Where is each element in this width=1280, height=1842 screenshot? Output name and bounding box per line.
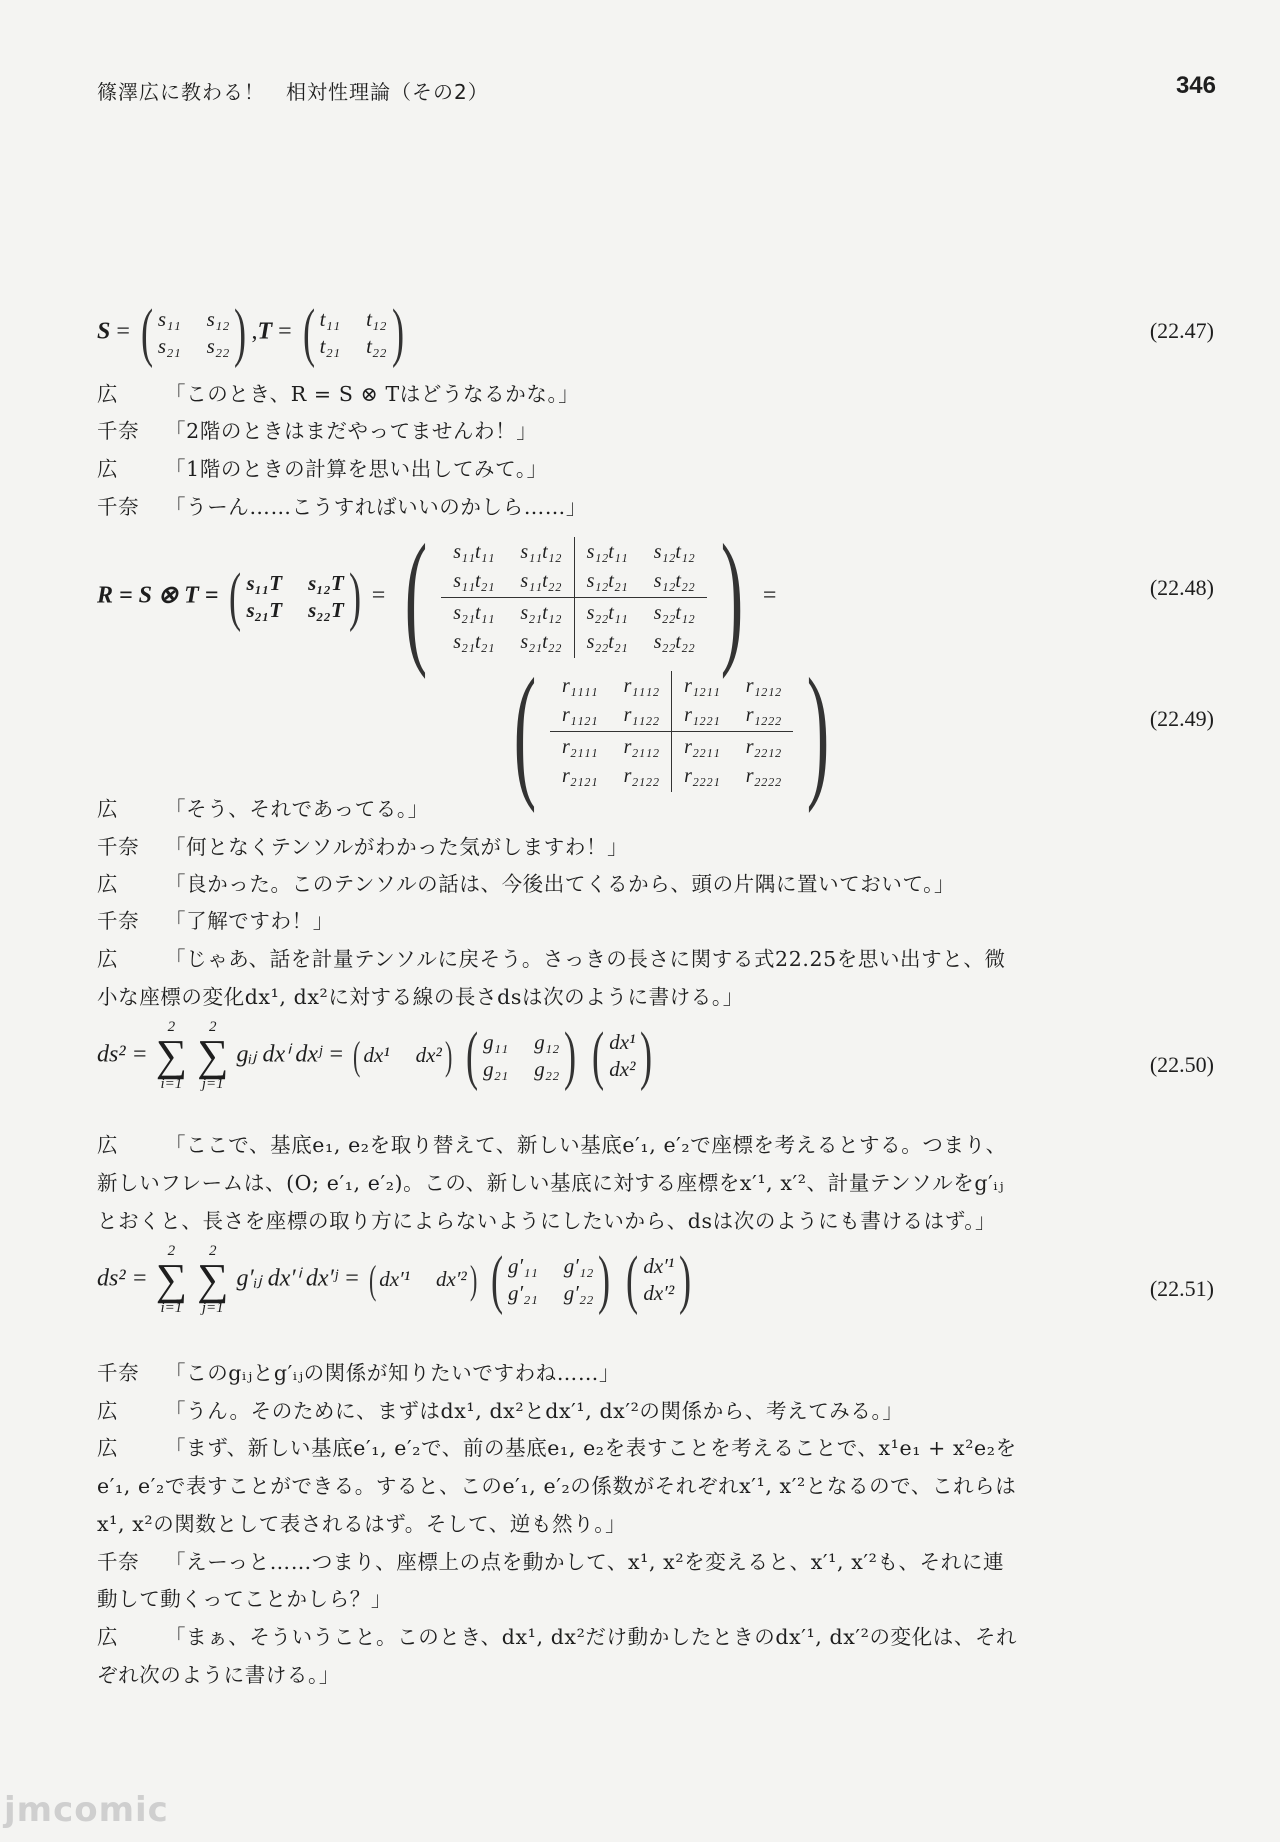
running-header-title: 篠澤広に教わる！ 相対性理論（その2） [97, 80, 489, 104]
dialogue-continuation: x¹, x²の関数として表されるはず。そして、逆も然り。」 [97, 1512, 627, 1536]
equation-number: (22.48) [1149, 575, 1214, 600]
matrix-cell: t₂₂ [366, 334, 387, 358]
dialogue-continuation: ぞれ次のように書ける。」 [97, 1663, 340, 1687]
dialogue-line: 広 「1階のときの計算を思い出してみて。」 [97, 457, 548, 481]
equation-number: (22.49) [1149, 706, 1214, 731]
matrix-cell: s₂₂T [308, 598, 344, 622]
dialogue-line: 広 「このとき、R = S ⊗ Tはどうなるかな。」 [97, 382, 580, 406]
equation-22-51: ds² = 2 ∑ i=1 2 ∑ j=1 g′ᵢⱼ dx′ⁱ dx′ʲ = ( dx′¹ dx′² ) ( g′₁₁ g′₁₂ g′₂₁ g′₂₂ ) ( dx′¹ dx′² ) [97, 1242, 692, 1316]
equation-22-48: R = S ⊗ T = ( s₁₁T s₁₂T s₂₁T s₂₂T ) = ( s₁₁t₁₁ s₁₁t₁₂ s₁₁t₂₁ s₁₁t₂₂ s₁₂t₁₁ s₁₂t₁₂ s₁₂t₂₁ s₁₂t₂₂ s₂₁t₁₁ s₂₁t₁₂ s₂₁t₂₁ s₂₁t₂₂ s₂₂t₁₁ s₂₂t₁₂ s₂₂t₂₁ s₂₂t₂₂ ) = [97, 514, 777, 680]
equation-number: (22.47) [1149, 318, 1214, 343]
equation-22-49: ( r₁₁₁₁ r₁₁₁₂ r₁₁₂₁ r₁₁₂₂ r₁₂₁₁ r₁₂₁₂ r₁₂₂₁ r₁₂₂₂ r₂₁₁₁ r₂₁₁₂ r₂₁₂₁ r₂₁₂₂ r₂₂₁₁ r₂₂₁₂ r₂₂₂₁ r₂₂₂₂ ) [513, 648, 830, 814]
block-matrix: s₁₁t₁₁ s₁₁t₁₂ s₁₁t₂₁ s₁₁t₂₂ s₁₂t₁₁ s₁₂t₁₂ s₁₂t₂₁ s₁₂t₂₂ s₂₁t₁₁ s₂₁t₁₂ s₂₁t₂₁ s₂₁t₂₂ s₂₂t₁₁ s₂₂t₁₂ s₂₂t₂₁ s₂₂t₂₂ [441, 537, 707, 658]
matrix-cell: t₁₁ [319, 307, 341, 331]
dialogue-continuation: 小な座標の変化dx¹, dx²に対する線の長さdsは次のように書ける。」 [97, 985, 744, 1009]
dialogue-line: 広 「まぁ、そういうこと。このとき、dx¹, dx²だけ動かしたときのdx′¹, dx′²の変化は、それ [97, 1625, 1018, 1649]
matrix-cell: s₂₁ [157, 334, 181, 358]
dialogue-continuation: とおくと、長さを座標の取り方によらないようにしたいから、dsは次のようにも書けるはず。」 [97, 1209, 997, 1233]
matrix-cell: s₁₁T [246, 571, 283, 595]
dialogue-line: 千奈 「えーっと……つまり、座標上の点を動かして、x¹, x²を変えると、x′¹, x′²も、それに連 [97, 1550, 1005, 1574]
dialogue-continuation: 動して動くってことかしら？」 [97, 1587, 392, 1611]
dialogue-line: 千奈 「このgᵢⱼとg′ᵢⱼの関係が知りたいですわね……」 [97, 1361, 621, 1385]
dialogue-line: 広 「そう、それであってる。」 [97, 797, 429, 821]
equation-22-50: ds² = 2 ∑ i=1 2 ∑ j=1 gᵢⱼ dxⁱ dxʲ = ( dx¹ dx² ) ( g₁₁ g₁₂ g₂₁ g₂₂ ) ( dx¹ dx² ) [97, 1018, 653, 1092]
matrix-cell: s₁₂ [206, 307, 230, 331]
equation-22-47: S = ( s₁₁ s₁₂ s₂₁ s₂₂ ) ,T = ( t₁₁ t₁₂ t₂₁ t₂₂ ) [97, 296, 404, 369]
dialogue-line: 千奈 「了解ですわ！」 [97, 909, 334, 933]
dialogue-line: 千奈 「2階のときはまだやってませんわ！」 [97, 419, 538, 443]
dialogue-line: 広 「ここで、基底e₁, e₂を取り替えて、新しい基底e′₁, e′₂で座標を考えるとする。つまり、 [97, 1133, 1007, 1157]
matrix-cell: s₁₂T [308, 571, 344, 595]
dialogue-continuation: 新しいフレームは、(O; e′₁, e′₂)。この、新しい基底に対する座標をx′¹, x′²、計量テンソルをg′ᵢⱼ [97, 1171, 1005, 1195]
matrix-cell: s₁₁ [157, 307, 181, 331]
equation-number: (22.50) [1149, 1052, 1214, 1077]
matrix-cell: s₂₁T [246, 598, 283, 622]
matrix-cell: t₂₁ [319, 334, 341, 358]
page-number: 346 [1175, 72, 1216, 99]
matrix-cell: s₂₂ [206, 334, 230, 358]
dialogue-continuation: e′₁, e′₂で表すことができる。すると、このe′₁, e′₂の係数がそれぞれx′¹, x′²となるので、これらは [97, 1474, 1017, 1498]
dialogue-line: 千奈 「何となくテンソルがわかった気がしますわ！」 [97, 835, 629, 859]
dialogue-line: 広 「まず、新しい基底e′₁, e′₂で、前の基底e₁, e₂を表すことを考えることで、x¹e₁ + x²e₂を [97, 1436, 1017, 1460]
dialogue-line: 千奈 「うーん……こうすればいいのかしら……」 [97, 495, 587, 519]
equation-number: (22.51) [1149, 1276, 1214, 1301]
block-matrix: r₁₁₁₁ r₁₁₁₂ r₁₁₂₁ r₁₁₂₂ r₁₂₁₁ r₁₂₁₂ r₁₂₂₁ r₁₂₂₂ r₂₁₁₁ r₂₁₁₂ r₂₁₂₁ r₂₁₂₂ r₂₂₁₁ r₂₂₁₂ r₂₂₂₁ r₂₂₂₂ [550, 671, 793, 792]
watermark-logo: jmcomic [4, 1790, 169, 1830]
dialogue-line: 広 「じゃあ、話を計量テンソルに戻そう。さっきの長さに関する式22.25を思い出すと、微 [97, 947, 1006, 971]
dialogue-line: 広 「うん。そのために、まずはdx¹, dx²とdx′¹, dx′²の関係から、考えてみる。」 [97, 1399, 904, 1423]
dialogue-line: 広 「良かった。このテンソルの話は、今後出てくるから、頭の片隅に置いておいて。」 [97, 872, 956, 896]
matrix-cell: t₁₂ [366, 307, 387, 331]
